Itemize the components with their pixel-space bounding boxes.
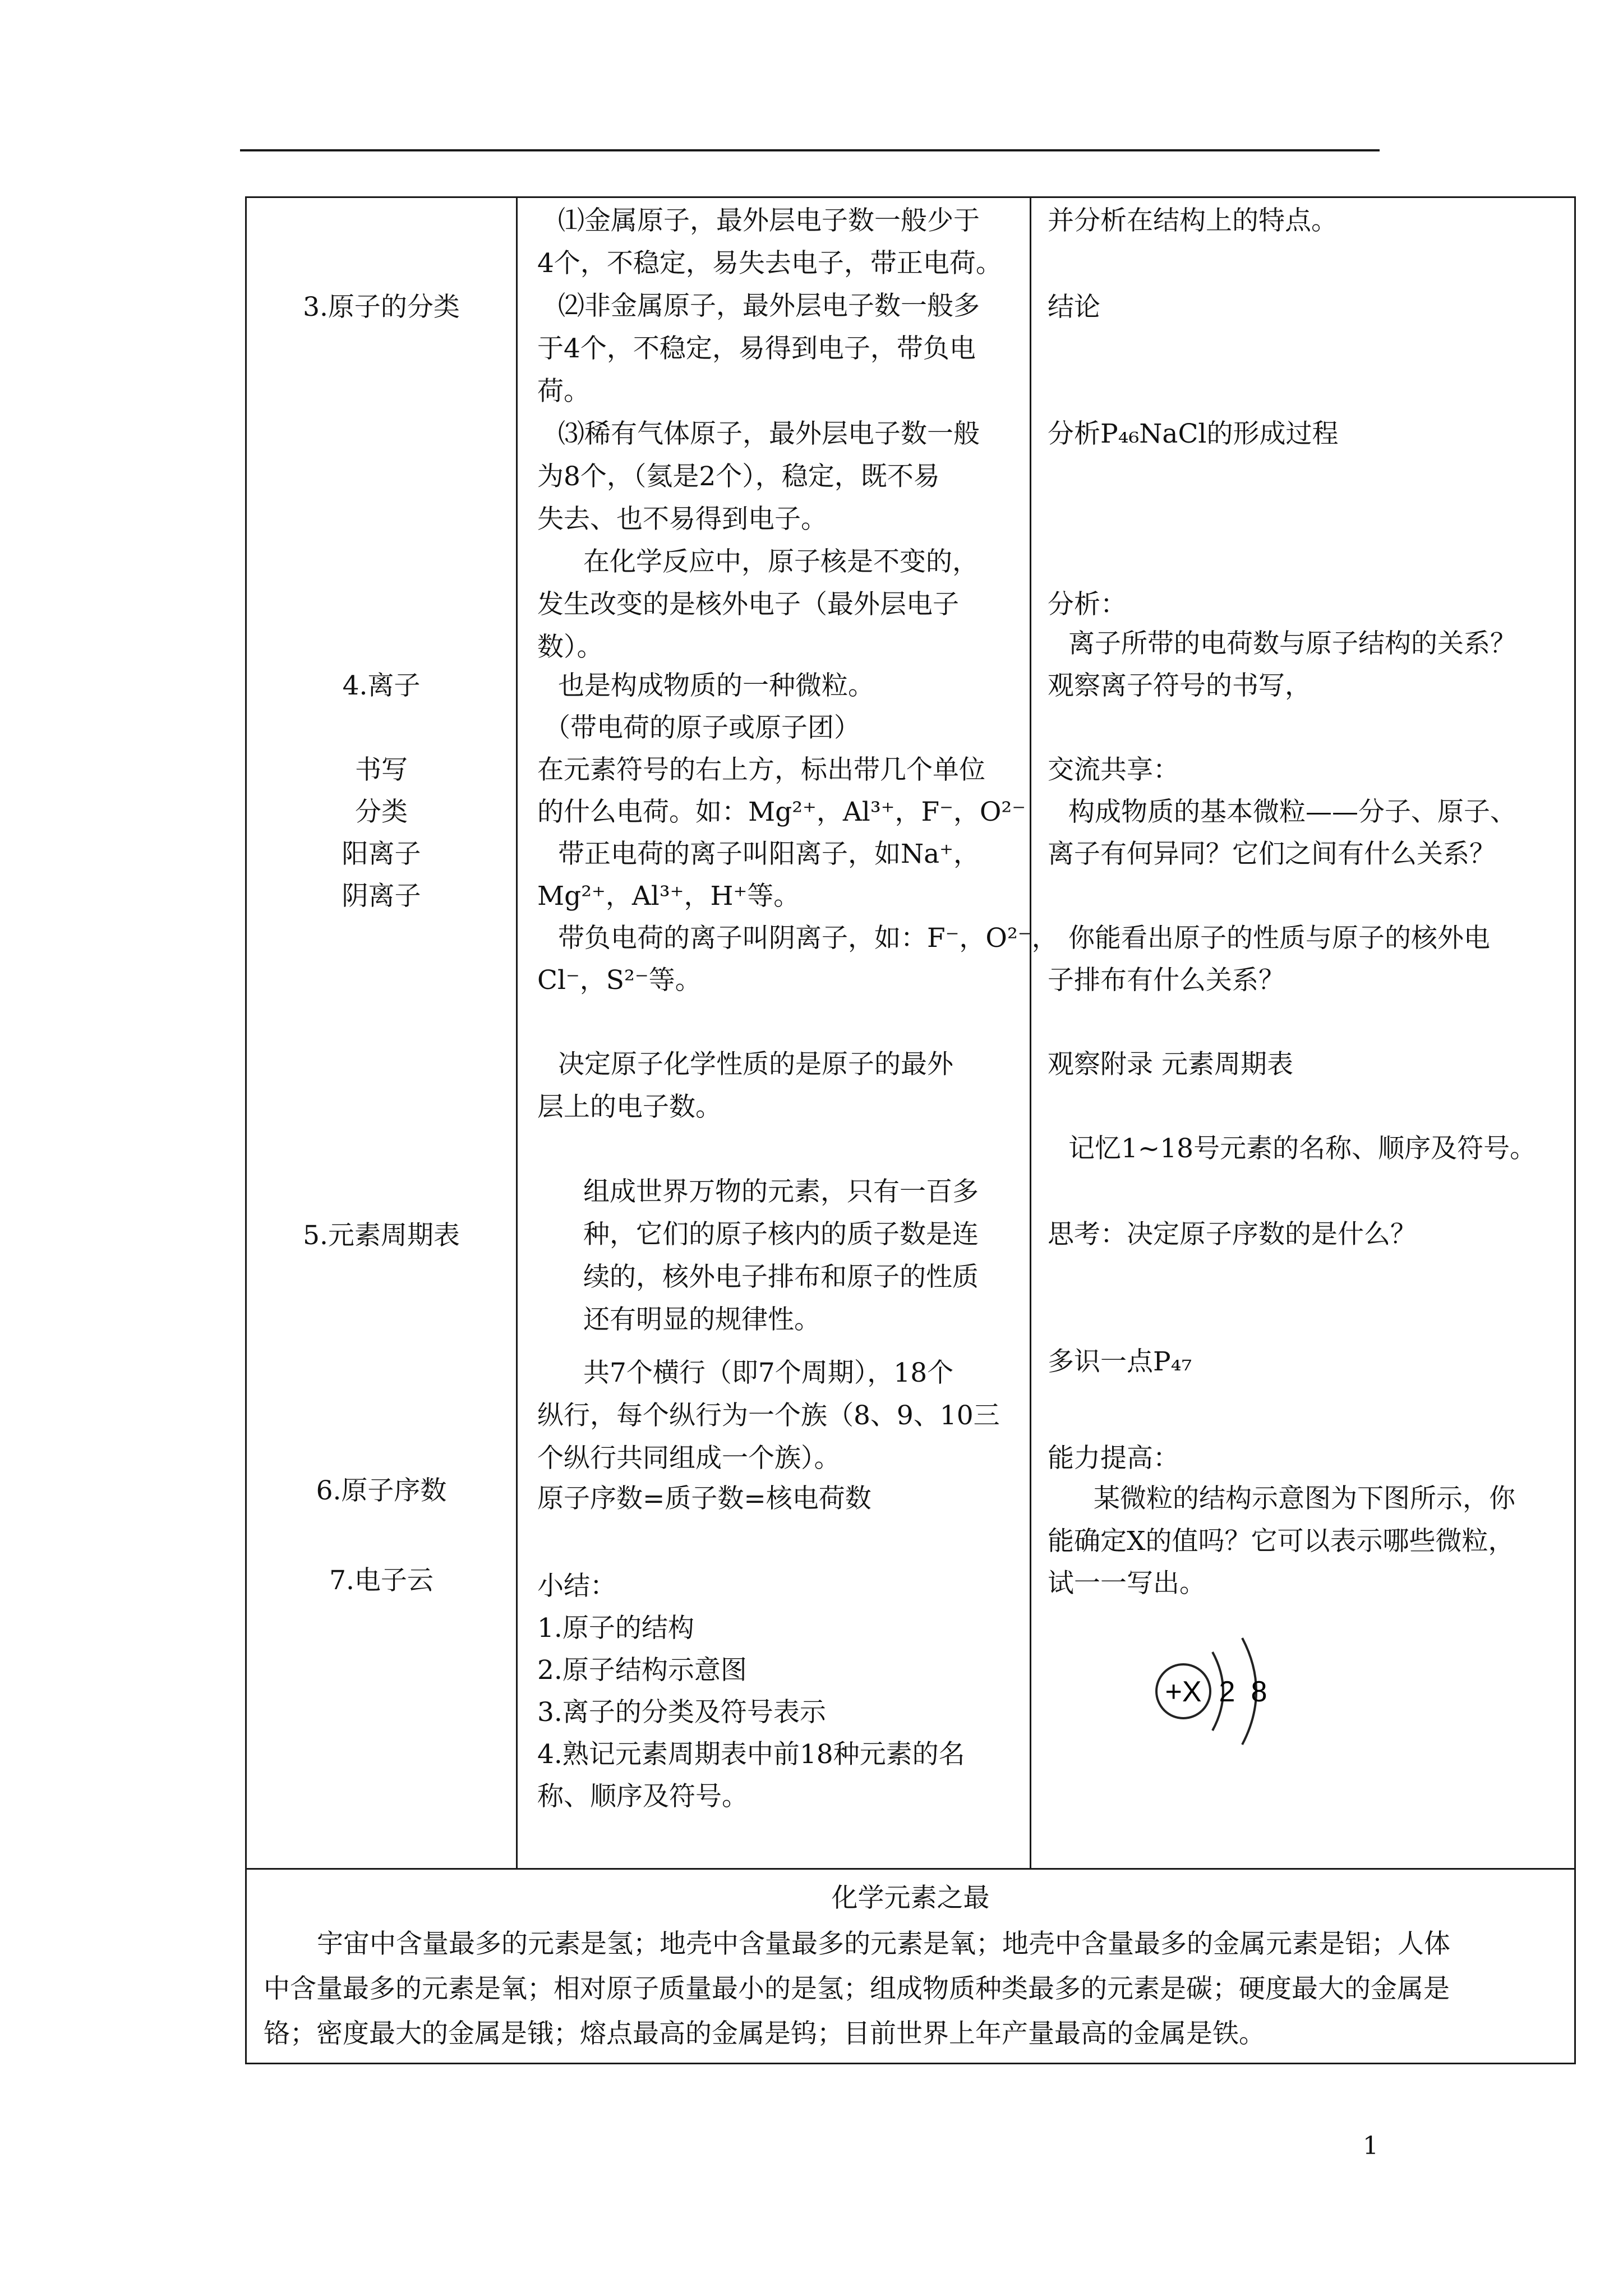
content-line: 在元素符号的右上方，标出带几个单位 xyxy=(537,754,985,785)
activity-line: 并分析在结构上的特点。 xyxy=(1048,205,1338,236)
column-divider-2 xyxy=(1030,196,1031,1868)
column-divider-1 xyxy=(516,196,518,1868)
content-line: 原子序数=质子数=核电荷数 xyxy=(537,1483,872,1514)
summary-item: 1.原子的结构 xyxy=(537,1613,694,1644)
topic-cation: 阳离子 xyxy=(342,839,421,869)
activity-line: 观察附录 元素周期表 xyxy=(1048,1049,1293,1080)
content-line: 荷。 xyxy=(537,376,590,407)
content-line: 的什么电荷。如：Mg²⁺，Al³⁺，F⁻，O²⁻ xyxy=(537,797,1026,827)
activity-line: 结论 xyxy=(1048,292,1100,323)
content-line: ⑴金属原子，最外层电子数一般少于 xyxy=(558,205,980,236)
content-line: ⑵非金属原子，最外层电子数一般多 xyxy=(558,291,980,321)
activity-line: 分析P₄₆NaCl的形成过程 xyxy=(1048,418,1339,449)
activity-line: 能确定X的值吗？它可以表示哪些微粒， xyxy=(1048,1526,1515,1557)
activity-line: 离子所带的电荷数与原子结构的关系？ xyxy=(1068,628,1516,659)
page-number: 1 xyxy=(1363,2132,1378,2160)
bottom-paragraph-line: 铬；密度最大的金属是锇；熔点最高的金属是钨；目前世界上年产量最高的金属是铁。 xyxy=(264,2018,1265,2049)
activity-line: 试一一写出。 xyxy=(1048,1568,1206,1599)
summary-item: 称、顺序及符号。 xyxy=(537,1781,748,1812)
content-line: 也是构成物质的一种微粒。 xyxy=(558,670,874,701)
activity-line: 分析： xyxy=(1048,589,1127,620)
topic-classify-atoms: 3.原子的分类 xyxy=(303,292,460,323)
content-line: 于4个，不稳定，易得到电子，带负电 xyxy=(537,333,976,364)
content-line: 决定原子化学性质的是原子的最外 xyxy=(558,1049,953,1080)
activity-line: 你能看出原子的性质与原子的核外电 xyxy=(1068,923,1490,954)
summary-item: 2.原子结构示意图 xyxy=(537,1655,747,1686)
topic-writing: 书写 xyxy=(355,754,408,785)
content-line: 4个，不稳定，易失去电子，带正电荷。 xyxy=(537,248,1002,279)
content-line: 还有明显的规律性。 xyxy=(583,1304,820,1335)
shell-2-electrons: 8 xyxy=(1251,1676,1267,1708)
content-line: 为8个，（氦是2个），稳定，既不易 xyxy=(537,461,940,492)
bottom-section-title: 化学元素之最 xyxy=(831,1883,990,1913)
content-line: ⑶稀有气体原子，最外层电子数一般 xyxy=(558,418,980,449)
summary-item: 4.熟记元素周期表中前18种元素的名 xyxy=(537,1739,965,1770)
content-line: 共7个横行（即7个周期），18个 xyxy=(583,1358,954,1388)
activity-line: 记忆1~18号元素的名称、顺序及符号。 xyxy=(1068,1133,1537,1164)
content-line: Mg²⁺，Al³⁺，H⁺等。 xyxy=(537,881,800,912)
bottom-paragraph-line: 中含量最多的元素是氧；相对原子质量最小的是氢；组成物质种类最多的元素是碳；硬度最大的金属是 xyxy=(264,1973,1450,2004)
activity-line: 离子有何异同？它们之间有什么关系？ xyxy=(1048,839,1496,869)
content-line: Cl⁻，S²⁻等。 xyxy=(537,965,702,996)
bottom-paragraph-line: 宇宙中含量最多的元素是氢；地壳中含量最多的元素是氧；地壳中含量最多的金属元素是铝；人体 xyxy=(317,1929,1450,1959)
topic-periodic-table: 5.元素周期表 xyxy=(303,1220,460,1251)
atom-structure-diagram xyxy=(1144,1627,1290,1756)
content-line: 数）。 xyxy=(537,632,603,662)
topic-classification: 分类 xyxy=(355,797,408,827)
activity-line: 某微粒的结构示意图为下图所示，你 xyxy=(1094,1483,1515,1514)
summary-item: 3.离子的分类及符号表示 xyxy=(537,1697,826,1728)
bottom-section-divider xyxy=(245,1868,1576,1870)
summary-heading: 小结： xyxy=(537,1571,616,1602)
activity-line: 能力提高： xyxy=(1048,1443,1179,1474)
header-rule xyxy=(240,149,1380,151)
content-line: 发生改变的是核外电子（最外层电子 xyxy=(537,589,959,620)
topic-atomic-number: 6.原子序数 xyxy=(316,1475,447,1506)
content-line: 在化学反应中，原子核是不变的， xyxy=(583,546,979,577)
activity-line: 思考：决定原子序数的是什么？ xyxy=(1048,1219,1417,1250)
content-line: 种，它们的原子核内的质子数是连 xyxy=(583,1219,979,1250)
activity-line: 构成物质的基本微粒——分子、原子、 xyxy=(1068,797,1516,827)
activity-line: 子排布有什么关系？ xyxy=(1048,965,1285,996)
content-line: 纵行，每个纵行为一个族（8、9、10三 xyxy=(537,1400,1000,1431)
content-line: 带负电荷的离子叫阴离子，如：F⁻，O²⁻， xyxy=(558,923,1058,954)
content-line: 个纵行共同组成一个族）。 xyxy=(537,1443,841,1474)
activity-line: 交流共享： xyxy=(1048,754,1179,785)
content-line: 层上的电子数。 xyxy=(537,1092,722,1122)
content-line: 带正电荷的离子叫阳离子，如Na⁺， xyxy=(558,839,980,869)
topic-electron-cloud: 7.电子云 xyxy=(329,1565,434,1596)
shell-1-electrons: 2 xyxy=(1219,1676,1235,1708)
activity-line: 观察离子符号的书写， xyxy=(1048,670,1311,701)
topic-ion: 4.离子 xyxy=(342,670,421,701)
content-line: （带电荷的原子或原子团） xyxy=(544,712,860,743)
content-line: 失去、也不易得到电子。 xyxy=(537,504,827,535)
content-line: 组成世界万物的元素，只有一百多 xyxy=(583,1176,979,1207)
topic-anion: 阴离子 xyxy=(342,881,421,912)
activity-line: 多识一点P₄₇ xyxy=(1048,1346,1192,1377)
content-line: 续的，核外电子排布和原子的性质 xyxy=(583,1262,979,1292)
nucleus-label: +X xyxy=(1165,1676,1202,1708)
